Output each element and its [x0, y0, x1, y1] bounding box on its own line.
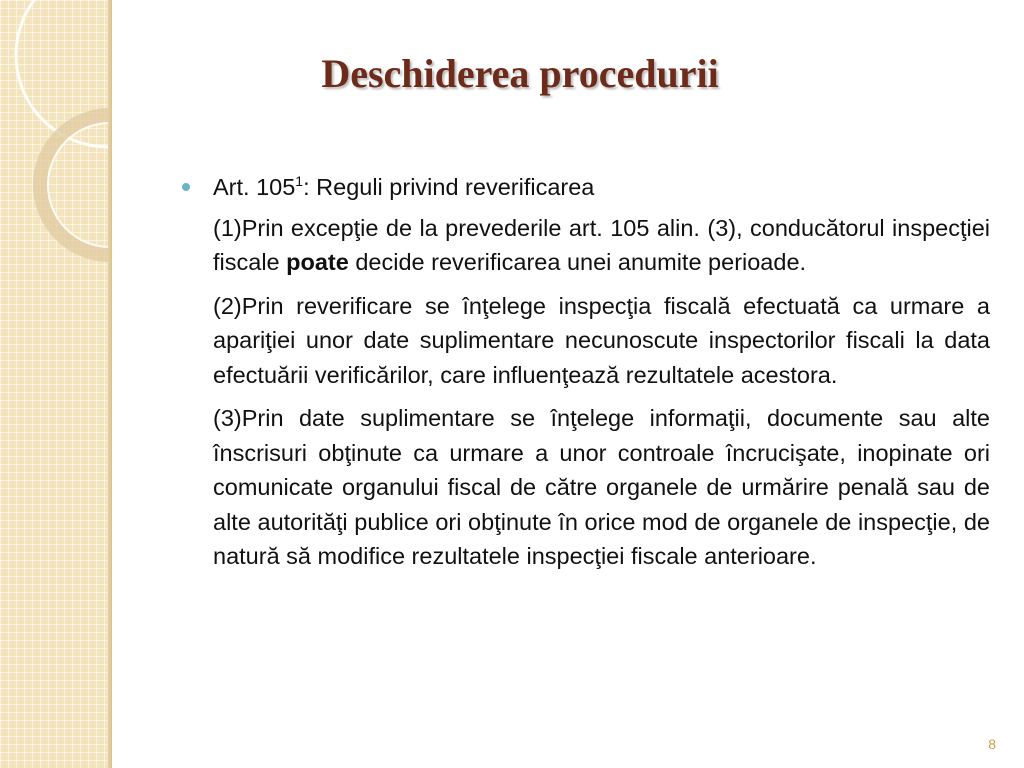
- paragraph-1-end: decide reverificarea unei anumite perioade.: [348, 249, 807, 275]
- decorative-circles: [0, 0, 112, 768]
- article-superscript: 1: [295, 173, 304, 190]
- paragraph-2: (2)Prin reverificare se înţelege inspecţia fiscală efectuată ca urmare a apariţiei unor date suplimentare necunoscute inspectorilor fiscali la data efectuării verificărilor, care influenţează rezultatele acestora.: [213, 292, 990, 388]
- page-number: 8: [988, 736, 996, 752]
- decorative-circle-middle: [40, 115, 112, 255]
- sidebar-edge: [108, 0, 112, 768]
- paragraph-1: [213, 211, 990, 280]
- article-suffix: : Reguli privind reverificarea: [303, 174, 595, 200]
- bullet-heading: [182, 170, 990, 205]
- slide-title: Deschiderea procedurii: [321, 51, 719, 96]
- bullet-icon: [182, 183, 190, 191]
- article-prefix: Art. 105: [213, 174, 296, 200]
- slide-content: [182, 170, 990, 574]
- decorative-sidebar: [0, 0, 112, 768]
- paragraph-3: (3)Prin date suplimentare se înţelege informaţii, documente sau alte înscrisuri obţinute ca urmare a unor controale încrucişate, inopinate ori comunicate organului fiscal de către organele de urmărire penală sau de alte autorităţi publice ori obţinute în orice mod de organele de inspecţie, de natură să modifice rezultatele inspecţiei fiscale anterioare.: [213, 405, 990, 569]
- paragraph-1-start: (1)Prin excepţie de la prevederile art. 105 alin. (3), conducătorul inspecţiei fiscale: [213, 214, 990, 275]
- paragraph-1-bold: poate: [286, 249, 349, 275]
